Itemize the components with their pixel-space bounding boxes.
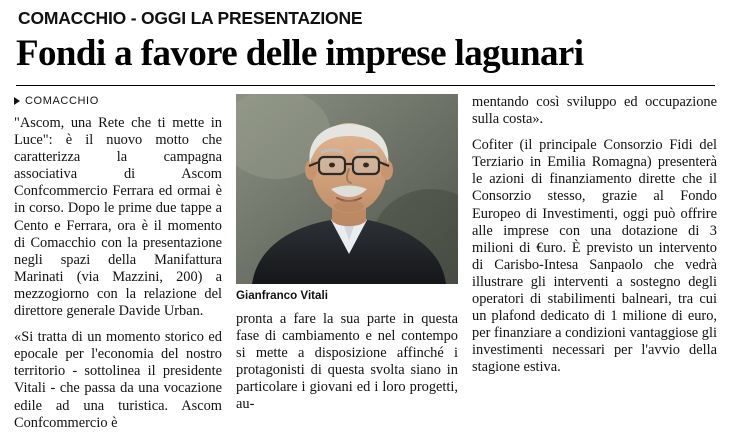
dateline-label: COMACCHIO — [25, 95, 99, 107]
header-divider — [16, 85, 715, 86]
triangle-bullet-icon — [14, 97, 20, 105]
article-columns — [14, 94, 717, 432]
paragraph: «Si tratta di un momento storico ed epocale per l'economia del nostro territorio - sottolinea il presidente Vitali - che passa da una vocazione edile ad una turistica. Ascom Confcommercio è — [14, 329, 222, 431]
column-middle — [236, 94, 472, 432]
column-right — [472, 94, 717, 432]
paragraph: pronta a fare la sua parte in questa fase di cambiamento e nel contempo si mette a disposizione affinché i protagonisti di questa svolta siano in particolare i giovani ed i loro progetti, au- — [236, 311, 458, 413]
dateline — [14, 94, 222, 108]
photo-caption: Gianfranco Vitali — [236, 289, 328, 302]
paragraph: Cofiter (il principale Consorzio Fidi del Terziario in Emilia Romagna) presenterà le azioni di finanziamento dirette che il Consorzio stesso, grazie al Fondo Europeo di Investimenti, oggi può offrire alle imprese con una dotazione di 3 milioni di €uro. È previsto un intervento di Carisbo-Intesa Sanpaolo che vedrà illustrare gli interventi a sostegno degli operatori di stabilimenti balneari, tra cui un plafond dedicato di 1 milione di euro, per finanziare a condizioni vantaggiose gli investimenti necessari per l'avvio della stagione estiva. — [472, 137, 717, 376]
paragraph: mentando così sviluppo ed occupazione sulla costa». — [472, 94, 717, 128]
article-photo-wrap — [236, 94, 458, 284]
column-left — [14, 94, 236, 432]
portrait-photo-illustration — [236, 94, 458, 284]
article-kicker: COMACCHIO - OGGI LA PRESENTAZIONE — [18, 8, 363, 28]
article-photo — [236, 94, 458, 284]
page-title: Fondi a favore delle imprese lagunari — [16, 33, 584, 74]
paragraph: "Ascom, una Rete che ti mette in Luce": è il nuovo motto che caratterizza la campagna associativa di Ascom Confcommercio Ferrara ed ormai è in corso. Dopo le prime due tappe a Cento e Ferrara, ora è il momento di Comacchio con la presentazione negli spazi della Manifattura Marinati (via Mazzini, 200) a mezzogiorno con la relazione del direttore generale Davide Urban. — [14, 115, 222, 320]
